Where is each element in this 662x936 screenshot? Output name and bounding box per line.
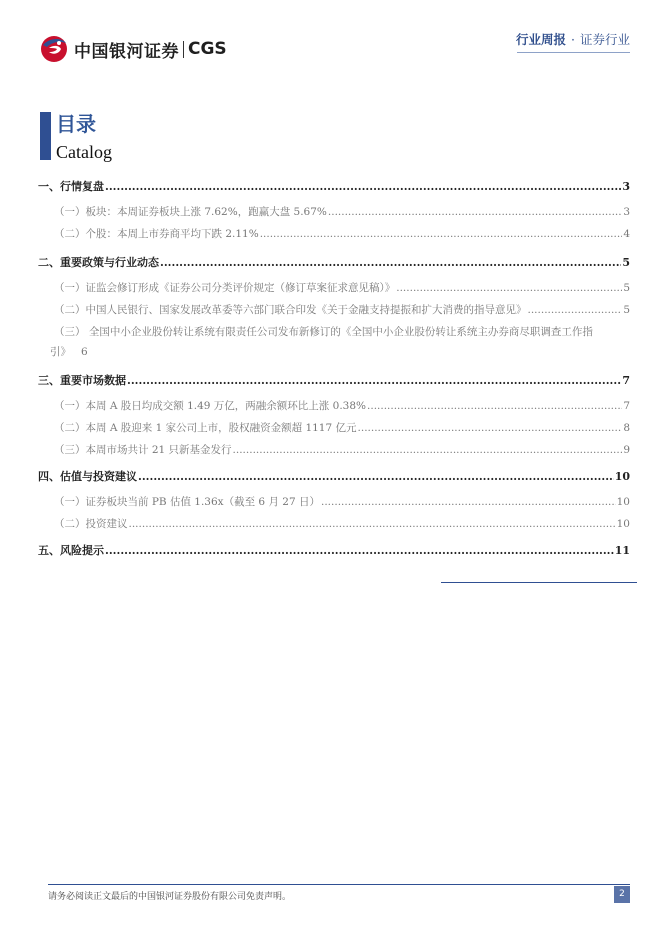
dot-leader <box>105 544 614 557</box>
toc-entry-2-1[interactable] <box>38 280 630 295</box>
dot-leader <box>260 228 623 240</box>
toc-entry-text: （一）本周 A 股日均成交额 1.49 万亿，两融余额环比上涨 0.38% <box>54 400 367 412</box>
toc-entry-3-2[interactable] <box>38 420 630 435</box>
toc-entry-text: 四、估值与投资建议 <box>38 470 137 483</box>
heading-accent-bar <box>40 112 51 160</box>
toc-entry-section-4[interactable] <box>38 468 630 484</box>
toc-entry-text: 三、重要市场数据 <box>38 374 126 387</box>
toc-entry-page: 9 <box>623 444 630 456</box>
dot-leader <box>105 180 621 193</box>
toc-entry-page: 5 <box>623 282 630 294</box>
header-separator: · <box>571 32 575 47</box>
toc-entry-page: 3 <box>622 180 630 193</box>
toc-entry-page: 5 <box>623 304 630 316</box>
dot-leader <box>127 374 621 387</box>
toc-entry-1-1[interactable] <box>38 204 630 219</box>
toc-entry-text: （三） 全国中小企业股份转让系统有限责任公司发布新修订的《全国中小企业股份转让系统主办券商尽职调查工作指 <box>54 326 593 338</box>
toc-title: 目录 <box>56 112 96 136</box>
dot-leader <box>321 496 616 508</box>
toc-entry-text: （二）个股：本周上市券商平均下跌 2.11% <box>54 228 259 240</box>
dot-leader <box>233 444 623 456</box>
toc-entry-2-3[interactable] <box>38 324 630 339</box>
company-logo <box>39 34 227 64</box>
report-category <box>516 30 630 48</box>
toc-entry-page: 3 <box>623 206 630 218</box>
toc-entry-page: 10 <box>616 496 630 508</box>
dot-leader <box>528 304 623 316</box>
dot-leader <box>328 206 622 218</box>
industry-name: 证券行业 <box>579 32 630 47</box>
toc-entry-4-1[interactable] <box>38 494 630 509</box>
toc-entry-page: 5 <box>622 256 630 269</box>
brand-name-cn: 中国银河证券 <box>74 41 179 62</box>
page-number: 2 <box>614 886 630 903</box>
toc-entry-page: 4 <box>623 228 630 240</box>
toc-entry-text-continued: 引》 <box>50 346 71 358</box>
section-divider <box>441 582 637 583</box>
toc-entry-page: 10 <box>614 470 630 483</box>
dot-leader <box>358 422 623 434</box>
footer-disclaimer: 请务必阅读正文最后的中国银河证券股份有限公司免责声明。 <box>48 892 292 902</box>
dot-leader <box>396 282 622 294</box>
toc-subtitle: Catalog <box>56 142 112 162</box>
toc-entry-text: （三）本周市场共计 21 只新基金发行 <box>54 444 232 456</box>
toc-entry-2-2[interactable] <box>38 302 630 317</box>
toc-entry-2-3-continued[interactable] <box>50 344 88 359</box>
toc-entry-text: （一）证监会修订形成《证券公司分类评价规定（修订草案征求意见稿）》 <box>54 282 396 294</box>
toc-entry-page: 10 <box>616 518 630 530</box>
page-header <box>0 28 662 68</box>
toc-entry-page: 8 <box>623 422 630 434</box>
toc-entry-section-1[interactable] <box>38 178 630 194</box>
toc-entry-page: 7 <box>623 400 630 412</box>
dot-leader <box>129 518 616 530</box>
toc-entry-text: （一）证券板块当前 PB 估值 1.36x（截至 6 月 27 日） <box>54 496 320 508</box>
toc-entry-1-2[interactable] <box>38 226 630 241</box>
galaxy-logo-icon <box>39 34 69 64</box>
toc-entry-4-2[interactable] <box>38 516 630 531</box>
brand-name-en: CGS <box>188 39 227 59</box>
dot-leader <box>160 256 621 269</box>
toc-entry-3-1[interactable] <box>38 398 630 413</box>
toc-entry-page: 6 <box>81 346 88 358</box>
toc-entry-section-3[interactable] <box>38 372 630 388</box>
toc-entry-text: 五、风险提示 <box>38 544 104 557</box>
report-type: 行业周报 <box>515 32 566 47</box>
footer-rule <box>48 884 630 885</box>
dot-leader <box>367 400 622 412</box>
toc-entry-text: 二、重要政策与行业动态 <box>38 256 159 269</box>
logo-separator <box>183 41 184 58</box>
toc-entry-text: （二）本周 A 股迎来 1 家公司上市，股权融资金额超 1117 亿元 <box>54 422 357 434</box>
toc-entry-text: （二）投资建议 <box>54 518 128 530</box>
toc-entry-text: （一）板块：本周证券板块上涨 7.62%，跑赢大盘 5.67% <box>54 206 327 218</box>
toc-entry-section-5[interactable] <box>38 542 630 558</box>
toc-entry-section-2[interactable] <box>38 254 630 270</box>
toc-entry-page: 7 <box>622 374 630 387</box>
toc-entry-3-3[interactable] <box>38 442 630 457</box>
dot-leader <box>138 470 614 483</box>
toc-entry-page: 11 <box>614 544 630 557</box>
toc-entry-text: （二）中国人民银行、国家发展改革委等六部门联合印发《关于金融支持提振和扩大消费的指导意见》 <box>54 304 527 316</box>
header-underline <box>517 52 630 53</box>
toc-entry-text: 一、行情复盘 <box>38 180 104 193</box>
